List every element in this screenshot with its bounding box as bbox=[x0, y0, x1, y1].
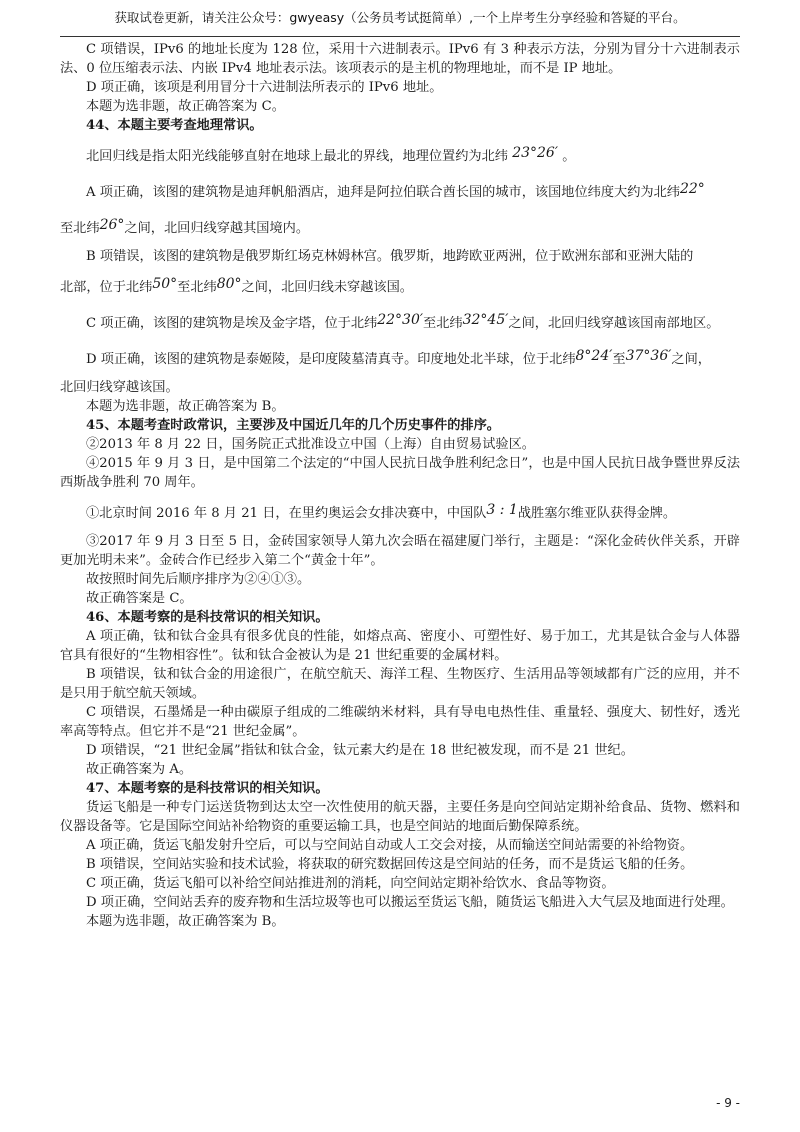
paragraph bbox=[60, 501, 740, 523]
paragraph: 故正确答案是 C。 bbox=[86, 591, 193, 606]
paragraph: B 项错误，空间站实验和技术试验，将获取的研究数据回传这是空间站的任务，而不是货运飞船的任务。 bbox=[86, 857, 694, 872]
question-heading: 47、本题考察的是科技常识的相关知识。 bbox=[86, 781, 329, 796]
text-run: 至北纬 bbox=[423, 316, 463, 331]
text-run: 之间，北回归线穿越其国境内。 bbox=[124, 221, 310, 236]
latitude-value: 23°26′ bbox=[512, 145, 559, 161]
page-number: - 9 - bbox=[716, 1096, 740, 1110]
paragraph: 本题为选非题，故正确答案为 B。 bbox=[86, 914, 285, 929]
text-run: 战胜塞尔维亚队获得金牌。 bbox=[517, 506, 677, 521]
latitude-value: 80° bbox=[216, 276, 242, 292]
question-heading: 46、本题考察的是科技常识的相关知识。 bbox=[86, 610, 329, 625]
text-run: 之间， bbox=[671, 352, 711, 367]
text-run: 北回归线是指太阳光线能够直射在地球上最北的界线，地理位置约为北纬 bbox=[86, 149, 508, 164]
text-run: 至北纬 bbox=[60, 221, 100, 236]
paragraph bbox=[60, 275, 740, 297]
text-run: 北部，位于北纬 bbox=[60, 280, 153, 295]
paragraph: 故按照时间先后顺序排序为②④①③。 bbox=[86, 572, 311, 587]
latitude-value: 37°36′ bbox=[625, 348, 672, 364]
question-heading: 44、本题主要考查地理常识。 bbox=[86, 118, 263, 133]
paragraph: 本题为选非题，故正确答案为 C。 bbox=[86, 99, 285, 114]
paragraph bbox=[60, 144, 740, 166]
paragraph: ③2017 年 9 月 3 日至 5 日，金砖国家领导人第九次会晤在福建厦门举行，主题是：“深化金砖伙伴关系，开辟更加光明未来”。金砖合作已经步入第二个“黄金十年”。 bbox=[60, 534, 740, 568]
text-run: 至北纬 bbox=[177, 280, 217, 295]
paragraph bbox=[60, 347, 740, 369]
paragraph: D 项错误，“21 世纪金属”指钛和钛合金，钛元素大约是在 18 世纪被发现，而不是 21 世纪。 bbox=[86, 743, 634, 758]
paragraph bbox=[60, 216, 740, 238]
paragraph: B 项错误，钛和钛合金的用途很广，在航空航天、海洋工程、生物医疗、生活用品等领域都有广泛的应用，并不是只用于航空航天领域。 bbox=[60, 667, 740, 701]
text-run: ①北京时间 2016 年 8 月 21 日，在里约奥运会女排决赛中，中国队 bbox=[86, 506, 487, 521]
paragraph: A 项正确，钛和钛合金具有很多优良的性能，如熔点高、密度小、可塑性好、易于加工，尤其是钛合金与人体器官具有很好的“生物相容性”。钛和钛合金被认为是 21 世纪重要的金属材料。 bbox=[60, 629, 740, 663]
text-run: A 项正确，该图的建筑物是迪拜帆船酒店，迪拜是阿拉伯联合酋长国的城市，该国地位纬度大约为北纬 bbox=[86, 185, 680, 200]
paragraph: ④2015 年 9 月 3 日，是中国第二个法定的“中国人民抗日战争胜利纪念日”，也是中国人民抗日战争暨世界反法西斯战争胜利 70 周年。 bbox=[60, 456, 740, 490]
page-header: 获取试卷更新，请关注公众号：gwyeasy（公务员考试挺简单）,一个上岸考生分享经验和答疑的平台。 bbox=[60, 0, 740, 37]
paragraph bbox=[60, 311, 740, 333]
text-run: 之间，北回归线穿越该国南部地区。 bbox=[508, 316, 720, 331]
paragraph: C 项错误，IPv6 的地址长度为 128 位，采用十六进制表示。IPv6 有 3 种表示方法，分别为冒分十六进制表示法、0 位压缩表示法、内嵌 IPv4 地址表示法。该项表示的是主机的物理地址，而不是 IP 地址。 bbox=[60, 42, 740, 76]
latitude-value: 32°45′ bbox=[462, 312, 509, 328]
latitude-value: 22° bbox=[679, 181, 705, 197]
paragraph: C 项错误，石墨烯是一种由碳原子组成的二维碳纳米材料，具有导电电热性佳、重量轻、强度大、韧性好，透光率高等特点。但它并不是“21 世纪金属”。 bbox=[60, 705, 740, 739]
paragraph: 货运飞船是一种专门运送货物到达太空一次性使用的航天器，主要任务是向空间站定期补给食品、货物、燃料和仪器设备等。它是国际空间站补给物资的重要运输工具，也是空间站的地面后勤保障系统。 bbox=[60, 800, 740, 834]
text-run: D 项正确，该图的建筑物是泰姬陵，是印度陵墓清真寺。印度地处北半球，位于北纬 bbox=[86, 352, 576, 367]
paragraph: 本题为选非题，故正确答案为 B。 bbox=[86, 399, 285, 414]
text-run: C 项正确，该图的建筑物是埃及金字塔，位于北纬 bbox=[86, 316, 378, 331]
text-run: 至 bbox=[612, 352, 626, 367]
score-value: 3 : 1 bbox=[486, 502, 518, 518]
paragraph: 北回归线穿越该国。 bbox=[60, 380, 179, 395]
paragraph: ②2013 年 8 月 22 日，国务院正式批准设立中国（上海）自由贸易试验区。 bbox=[86, 437, 535, 452]
text-run: 。 bbox=[562, 149, 576, 164]
paragraph: D 项正确，该项是利用冒分十六进制法所表示的 IPv6 地址。 bbox=[86, 80, 443, 95]
paragraph: 故正确答案为 A。 bbox=[86, 762, 193, 777]
latitude-value: 22°30′ bbox=[377, 312, 424, 328]
latitude-value: 50° bbox=[152, 276, 178, 292]
question-heading: 45、本题考查时政常识，主要涉及中国近几年的几个历史事件的排序。 bbox=[86, 418, 500, 433]
paragraph: A 项正确，货运飞船发射升空后，可以与空间站自动或人工交会对接，从而输送空间站需要的补给物资。 bbox=[86, 838, 694, 853]
document-body bbox=[60, 40, 740, 931]
paragraph: C 项正确，货运飞船可以补给空间站推进剂的消耗，向空间站定期补给饮水、食品等物资。 bbox=[86, 876, 615, 891]
text-run: 之间，北回归线未穿越该国。 bbox=[241, 280, 413, 295]
paragraph: B 项错误，该图的建筑物是俄罗斯红场克林姆林宫。俄罗斯，地跨欧亚两洲，位于欧洲东部和亚洲大陆的 bbox=[86, 249, 694, 264]
paragraph: D 项正确，空间站丢弃的废弃物和生活垃圾等也可以搬运至货运飞船，随货运飞船进入大气层及地面进行处理。 bbox=[86, 895, 734, 910]
paragraph bbox=[60, 180, 740, 202]
latitude-value: 26° bbox=[99, 217, 125, 233]
latitude-value: 8°24′ bbox=[575, 348, 613, 364]
